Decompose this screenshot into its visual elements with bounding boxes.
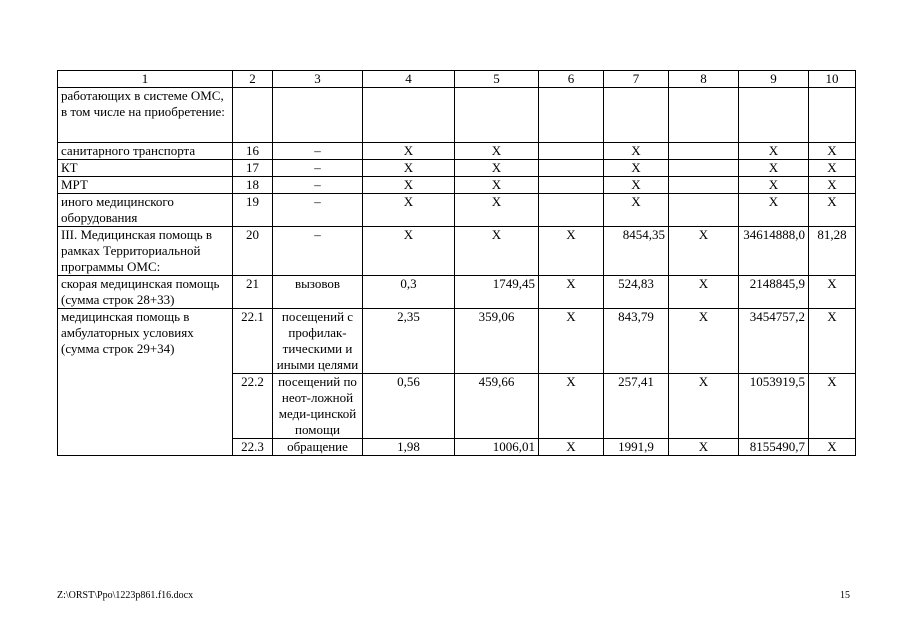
header-cell: 10 — [809, 71, 856, 88]
table-cell: X — [363, 177, 455, 194]
table-cell: 19 — [233, 194, 273, 227]
table-row — [58, 88, 856, 143]
table-cell — [669, 177, 739, 194]
table-cell: 359,06 — [455, 309, 539, 374]
table-cell: 17 — [233, 160, 273, 177]
table-cell: 18 — [233, 177, 273, 194]
header-cell: 7 — [604, 71, 669, 88]
table-cell: X — [539, 439, 604, 456]
table-cell: 843,79 — [604, 309, 669, 374]
table-cell: X — [739, 143, 809, 160]
table-cell: X — [539, 374, 604, 439]
table-cell: X — [455, 143, 539, 160]
table-row — [58, 309, 856, 374]
table-cell: 257,41 — [604, 374, 669, 439]
table-cell: X — [809, 276, 856, 309]
header-cell: 6 — [539, 71, 604, 88]
table-cell: X — [669, 276, 739, 309]
table-cell: X — [455, 194, 539, 227]
table-cell: 22.3 — [233, 439, 273, 456]
table-cell: 20 — [233, 227, 273, 276]
header-cell: 2 — [233, 71, 273, 88]
table-cell: – — [273, 194, 363, 227]
table-cell: 1006,01 — [455, 439, 539, 456]
table-cell — [539, 194, 604, 227]
table-cell: X — [739, 194, 809, 227]
header-cell: 4 — [363, 71, 455, 88]
table-cell: обращение — [273, 439, 363, 456]
table-row — [58, 227, 856, 276]
table-cell — [739, 88, 809, 143]
table-cell: 0,3 — [363, 276, 455, 309]
table-cell — [809, 88, 856, 143]
table-cell: X — [363, 160, 455, 177]
table-cell — [669, 143, 739, 160]
table-row — [58, 160, 856, 177]
table-cell — [539, 88, 604, 143]
header-cell: 1 — [58, 71, 233, 88]
header-cell: 3 — [273, 71, 363, 88]
table-cell: 34614888,0 — [739, 227, 809, 276]
table-row — [58, 177, 856, 194]
footer-file-path: Z:\ORST\Ppo\1223p861.f16.docx — [57, 590, 194, 601]
table-cell: X — [809, 143, 856, 160]
row-name-cell: иного медицинского оборудования — [58, 194, 233, 227]
table-cell: X — [455, 160, 539, 177]
footer-page-number: 15 — [840, 590, 850, 601]
table-cell: X — [809, 439, 856, 456]
table-cell — [539, 143, 604, 160]
table-cell: X — [455, 177, 539, 194]
table-cell: 524,83 — [604, 276, 669, 309]
document-table — [57, 70, 856, 456]
table-cell: 3454757,2 — [739, 309, 809, 374]
table-cell: 2148845,9 — [739, 276, 809, 309]
table-cell: – — [273, 177, 363, 194]
table-cell: 81,28 — [809, 227, 856, 276]
header-cell: 9 — [739, 71, 809, 88]
table-cell: X — [539, 227, 604, 276]
table-cell: X — [669, 374, 739, 439]
table-cell: X — [739, 177, 809, 194]
table-cell: 22.2 — [233, 374, 273, 439]
table-cell — [604, 88, 669, 143]
table-cell: X — [539, 276, 604, 309]
table-cell — [233, 88, 273, 143]
table-cell — [669, 194, 739, 227]
table-cell: 1991,9 — [604, 439, 669, 456]
table-cell: 459,66 — [455, 374, 539, 439]
table-cell: X — [669, 309, 739, 374]
header-cell: 5 — [455, 71, 539, 88]
table-cell: 1053919,5 — [739, 374, 809, 439]
table-cell: 22.1 — [233, 309, 273, 374]
row-name-cell: МРТ — [58, 177, 233, 194]
table-row — [58, 194, 856, 227]
table-cell: – — [273, 227, 363, 276]
table-cell: X — [809, 177, 856, 194]
table-row — [58, 143, 856, 160]
table-cell — [273, 88, 363, 143]
table-cell — [539, 160, 604, 177]
table-cell: – — [273, 143, 363, 160]
row-name-cell: работающих в системе ОМС, в том числе на приобретение: — [58, 88, 233, 143]
table-cell: X — [669, 227, 739, 276]
table-cell: X — [363, 227, 455, 276]
table-cell — [455, 88, 539, 143]
table-cell: X — [363, 143, 455, 160]
table-cell: X — [669, 439, 739, 456]
table-cell: X — [604, 160, 669, 177]
table-cell — [363, 88, 455, 143]
table-cell: 0,56 — [363, 374, 455, 439]
table-cell — [669, 88, 739, 143]
table-cell: – — [273, 160, 363, 177]
table-cell: 21 — [233, 276, 273, 309]
table-cell: посещений с профилак-тическими и иными целями — [273, 309, 363, 374]
table-cell: X — [455, 227, 539, 276]
table-cell: X — [739, 160, 809, 177]
row-name-cell: медицинская помощь в амбулаторных условиях (сумма строк 29+34) — [58, 309, 233, 456]
table-cell: посещений по неот-ложной меди-цинской помощи — [273, 374, 363, 439]
row-name-cell: III. Медицинская помощь в рамках Территориальной программы ОМС: — [58, 227, 233, 276]
table-cell: X — [539, 309, 604, 374]
table-cell: 8454,35 — [604, 227, 669, 276]
table-cell — [669, 160, 739, 177]
row-name-cell: КТ — [58, 160, 233, 177]
table-cell: 16 — [233, 143, 273, 160]
table-cell: X — [604, 177, 669, 194]
table-cell: X — [809, 194, 856, 227]
table-cell: 2,35 — [363, 309, 455, 374]
table-cell: X — [809, 309, 856, 374]
table-cell: 8155490,7 — [739, 439, 809, 456]
table-header-row — [58, 71, 856, 88]
table-cell: 1,98 — [363, 439, 455, 456]
table-cell — [539, 177, 604, 194]
table-cell: 1749,45 — [455, 276, 539, 309]
header-cell: 8 — [669, 71, 739, 88]
table-cell: X — [363, 194, 455, 227]
table-row — [58, 276, 856, 309]
table-cell: X — [809, 374, 856, 439]
table-cell: X — [604, 143, 669, 160]
row-name-cell: санитарного транспорта — [58, 143, 233, 160]
table-cell: X — [809, 160, 856, 177]
table-cell: X — [604, 194, 669, 227]
row-name-cell: скорая медицинская помощь (сумма строк 28+33) — [58, 276, 233, 309]
table-cell: вызовов — [273, 276, 363, 309]
